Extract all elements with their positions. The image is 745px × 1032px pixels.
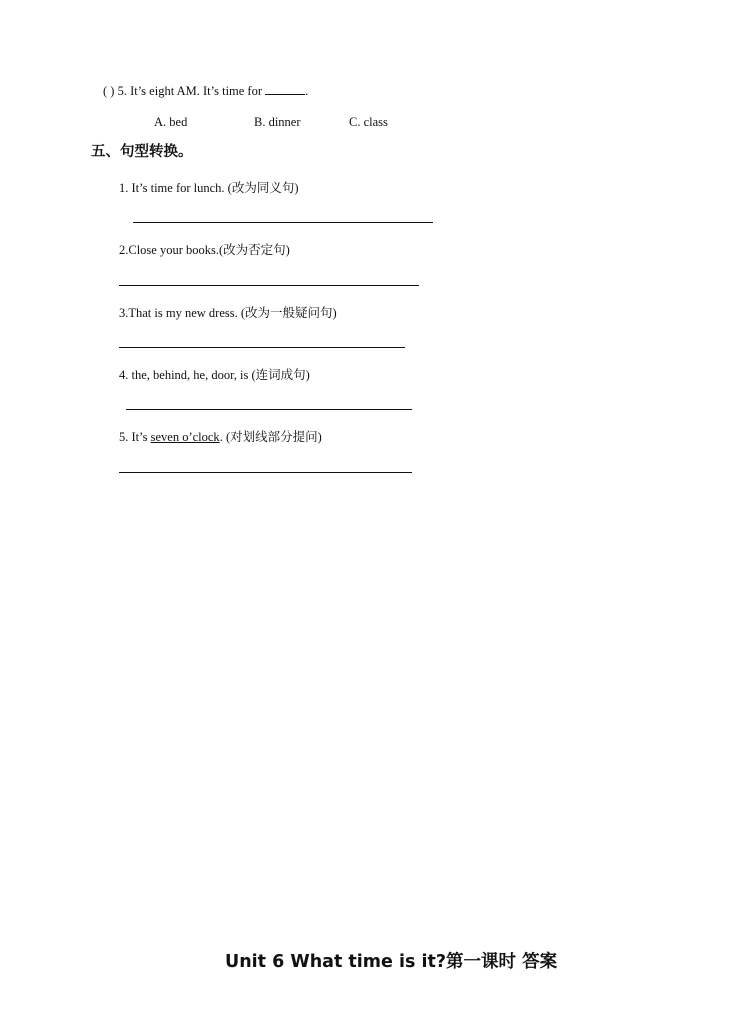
answer-key-title: Unit 6 What time is it?第一课时 答案 (225, 952, 558, 972)
answer-line-4 (126, 409, 412, 410)
item-1: 1. It’s time for lunch. (改为同义句) (119, 181, 299, 195)
item-3: 3.That is my new dress. (改为一般疑问句) (119, 306, 337, 320)
answer-blank (265, 84, 305, 95)
item-5-prefix: 5. It’s (119, 430, 151, 444)
section-title: 五、句型转换。 (91, 144, 193, 160)
answer-line-5 (119, 472, 412, 473)
answer-line-3 (119, 347, 405, 348)
item-4: 4. the, behind, he, door, is (连词成句) (119, 368, 310, 382)
item-5-suffix: . (对划线部分提问) (219, 430, 322, 444)
answer-paren: ( ) (103, 84, 115, 98)
question-5-end: . (305, 84, 309, 98)
option-c: C. class (349, 115, 388, 129)
question-5 (103, 84, 308, 99)
answer-line-1 (133, 222, 433, 223)
option-a: A. bed (154, 115, 188, 129)
item-2: 2.Close your books.(改为否定句) (119, 243, 290, 257)
item-5 (119, 427, 322, 445)
answer-line-2 (119, 285, 419, 286)
underlined-phrase: seven o’clock (150, 430, 220, 444)
question-5-text: 5. It’s eight AM. It’s time for (117, 84, 263, 98)
option-b: B. dinner (254, 115, 301, 129)
